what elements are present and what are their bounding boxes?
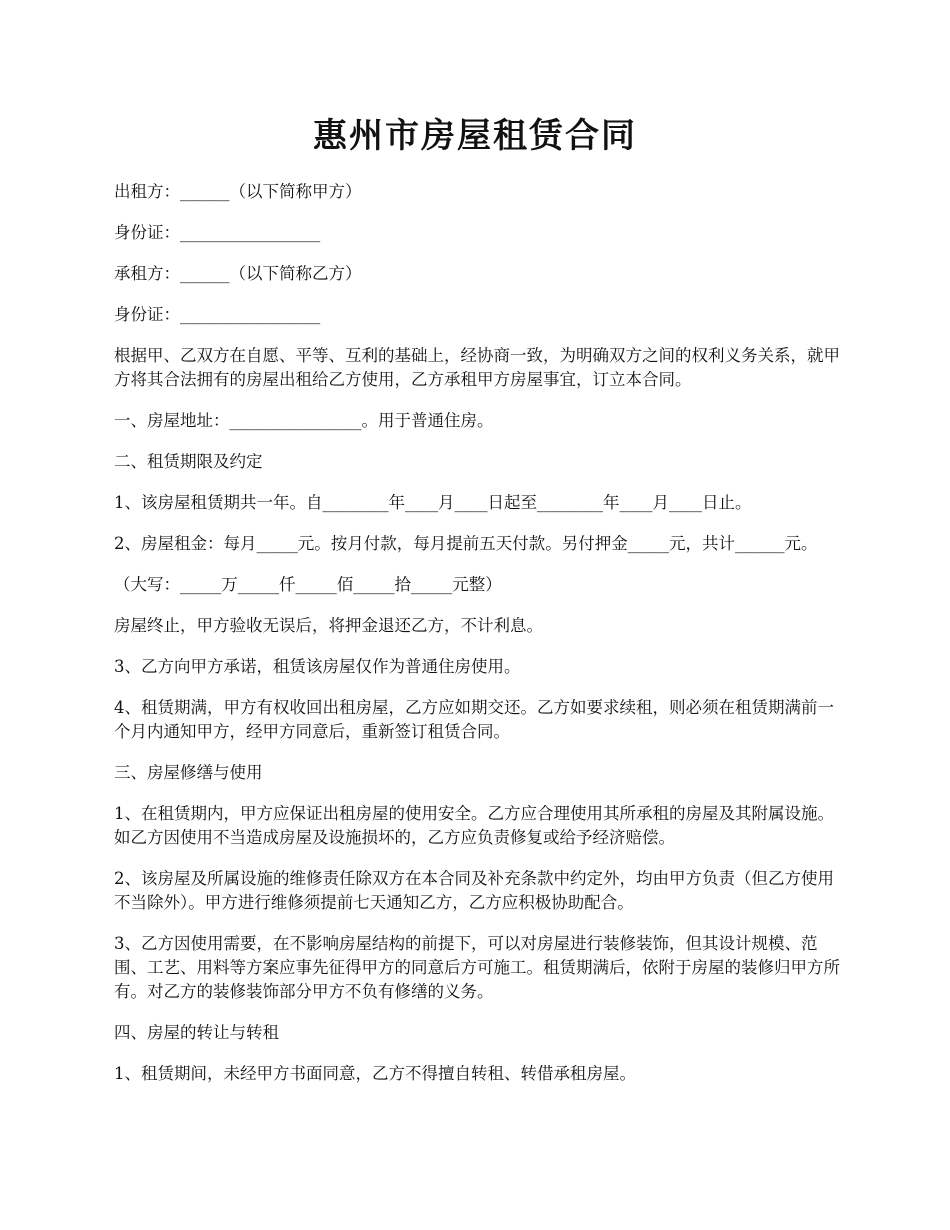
clause-2-1: 1、该房屋租赁期共一年。自________年____月____日起至________年____月____日止。 xyxy=(114,493,752,512)
lessor-line: 出租方：______（以下简称甲方） xyxy=(114,182,362,201)
clause-4-1: 1、租赁期间，未经甲方书面同意，乙方不得擅自转租、转借承租房屋。 xyxy=(114,1064,636,1083)
lessee-line: 承租方：______（以下简称乙方） xyxy=(114,264,362,283)
clause-deposit-return: 房屋终止，甲方验收无误后，将押金退还乙方，不计利息。 xyxy=(114,616,543,635)
section-3-heading: 三、房屋修缮与使用 xyxy=(114,763,263,782)
document-title: 惠州市房屋租赁合同 xyxy=(313,116,637,156)
clause-2-3: 3、乙方向甲方承诺，租赁该房屋仅作为普通住房使用。 xyxy=(114,657,521,676)
lessor-id-line: 身份证：_________________ xyxy=(114,223,321,242)
section-4-heading: 四、房屋的转让与转租 xyxy=(114,1023,279,1042)
clause-2-2-amount-words: （大写：_____万_____仟_____佰_____拾_____元整） xyxy=(114,575,502,594)
lessee-id-line: 身份证：_________________ xyxy=(114,305,321,324)
clause-2-4: 4、租赁期满，甲方有权收回出租房屋，乙方应如期交还。乙方如要求续租，则必须在租赁期满前一个月内通知甲方，经甲方同意后，重新签订租赁合同。 xyxy=(114,698,834,741)
document-body xyxy=(114,180,842,1103)
clause-3-1: 1、在租赁期内，甲方应保证出租房屋的使用安全。乙方应合理使用其所承租的房屋及其附属设施。如乙方因使用不当造成房屋及设施损坏的，乙方应负责修复或给予经济赔偿。 xyxy=(114,804,834,847)
section-2-heading: 二、租赁期限及约定 xyxy=(114,452,263,471)
clause-3-2: 2、该房屋及所属设施的维修责任除双方在本合同及补充条款中约定外，均由甲方负责（但乙方使用不当除外）。甲方进行维修须提前七天通知乙方，乙方应积极协助配合。 xyxy=(114,869,834,912)
clause-2-2: 2、房屋租金：每月_____元。按月付款，每月提前五天付款。另付押金_____元，共计______元。 xyxy=(114,534,818,553)
preamble-paragraph: 根据甲、乙双方在自愿、平等、互利的基础上，经协商一致，为明确双方之间的权利义务关系，就甲方将其合法拥有的房屋出租给乙方使用，乙方承租甲方房屋事宜，订立本合同。 xyxy=(114,346,840,389)
clause-3-3: 3、乙方因使用需要，在不影响房屋结构的前提下，可以对房屋进行装修装饰，但其设计规模、范围、工艺、用料等方案应事先征得甲方的同意后方可施工。租赁期满后，依附于房屋的装修归甲方所有。对乙方的装修装饰部分甲方不负有修缮的义务。 xyxy=(114,934,840,1001)
section-1-address: 一、房屋地址：________________。用于普通住房。 xyxy=(114,411,494,430)
